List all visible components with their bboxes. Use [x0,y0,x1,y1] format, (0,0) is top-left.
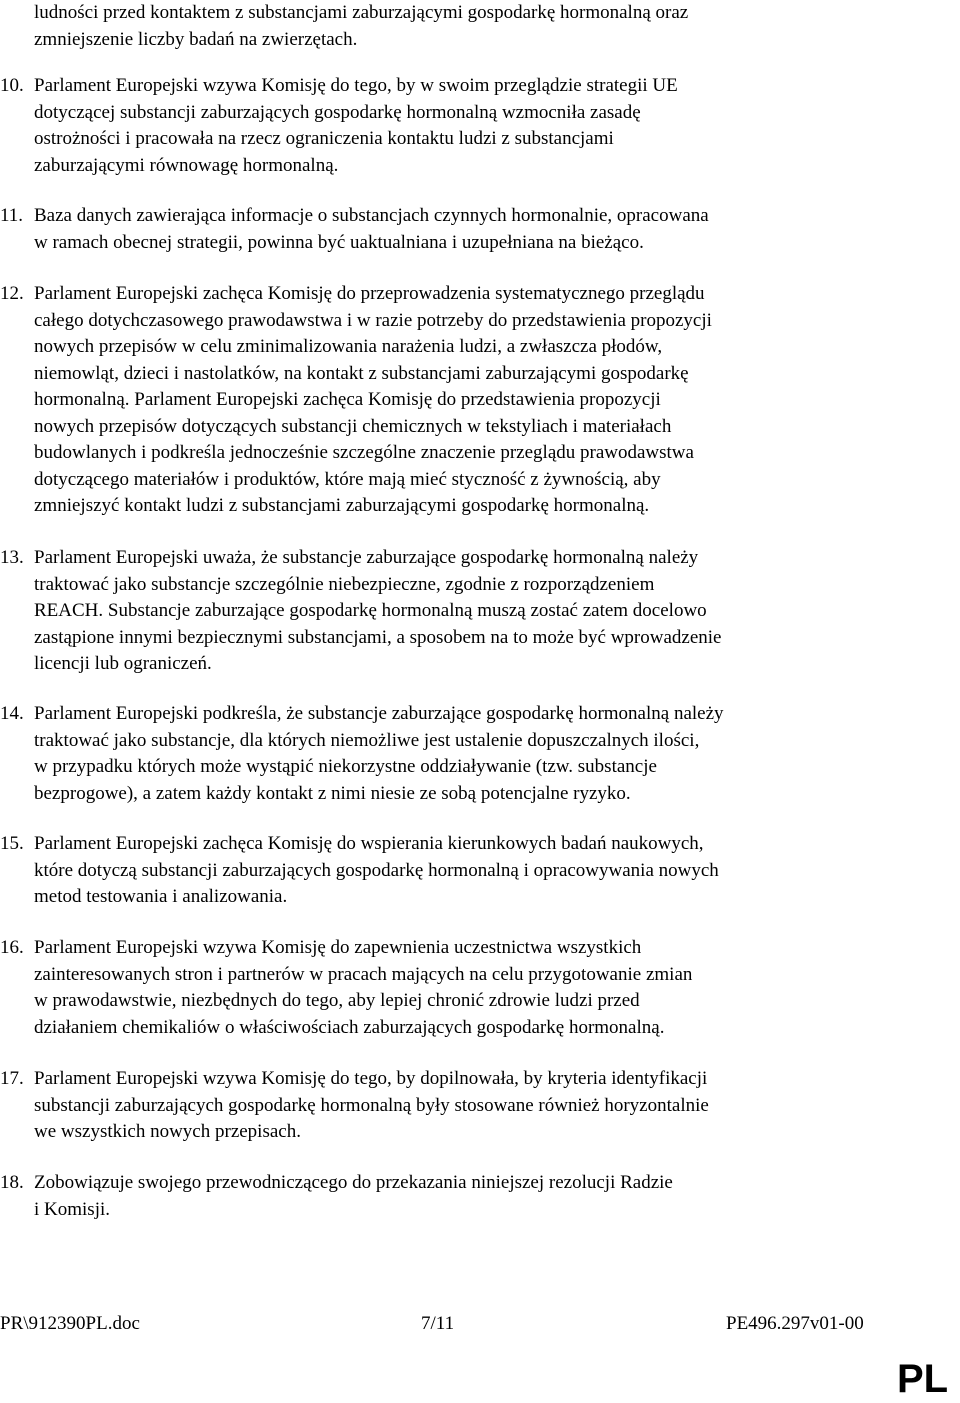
paragraph-number: 12. [0,283,24,304]
paragraph-16 [0,935,900,1041]
footer-pe-reference: PE496.297v01-00 [726,1313,864,1334]
paragraph-10 [0,73,900,179]
paragraph-14 [0,701,900,807]
paragraph-11 [0,203,900,256]
paragraph-text: Parlament Europejski uważa, że substancje zaburzające gospodarkę hormonalną należy traktować jako substancje szczególnie niebezpieczne, zgodnie z rozporządzeniem REACH. Substancje zaburzające gospodarkę hormonalną muszą zostać zatem docelowo zastąpione innymi bezpiecznymi substancjami, a sposobem na to może być wprowadzenie licencji lub ograniczeń. [34,547,722,674]
paragraph-number: 14. [0,703,24,724]
paragraph-text: Zobowiązuje swojego przewodniczącego do przekazania niniejszej rezolucji Radzie i Komisji. [34,1172,673,1220]
paragraph-17 [0,1066,900,1146]
paragraph-number: 17. [0,1068,24,1089]
paragraph-number: 15. [0,833,24,854]
paragraph-number: 18. [0,1172,24,1193]
footer-doc-reference: PR\912390PL.doc [0,1313,140,1334]
paragraph-number: 13. [0,547,24,568]
paragraph-number: 10. [0,75,24,96]
paragraph-text: ludności przed kontaktem z substancjami zaburzającymi gospodarkę hormonalną oraz zmniejszenie liczby badań na zwierzętach. [34,2,689,50]
paragraph-text: Parlament Europejski zachęca Komisję do wspierania kierunkowych badań naukowych, które dotyczą substancji zaburzających gospodarkę hormonalną i opracowywania nowych metod testowania i analizowania. [34,833,719,907]
paragraph-text: Parlament Europejski zachęca Komisję do przeprowadzenia systematycznego przeglądu całego dotychczasowego prawodawstwa i w razie potrzeby do przedstawienia propozycji nowych przepisów w celu zminimalizowania narażenia ludzi, a zwłaszcza płodów, niemowląt, dzieci i nastolatków, na kontakt z substancjami zaburzającymi gospodarkę hormonalną. Parlament Europejski zachęca Komisję do przedstawienia propozycji nowych przepisów dotyczących substancji chemicznych w tekstyliach i materiałach budowlanych i podkreśla jednocześnie szczególne znaczenie przeglądu prawodawstwa dotyczącego materiałów i produktów, które mają mieć styczność z żywnością, aby zmniejszyć kontakt ludzi z substancjami zaburzającymi gospodarkę hormonalną. [34,283,712,516]
page-footer [0,1311,900,1337]
paragraph-18 [0,1170,900,1223]
footer-page-number: 7/11 [421,1313,455,1334]
paragraph-number: 16. [0,937,24,958]
paragraph-15 [0,831,900,911]
paragraph-text: Parlament Europejski podkreśla, że substancje zaburzające gospodarkę hormonalną należy traktować jako substancje, dla których niemożliwe jest ustalenie dopuszczalnych ilości, w przypadku których może wystąpić niekorzystne oddziaływanie (tzw. substancje bezprogowe), a zatem każdy kontakt z nimi niesie ze sobą potencjalne ryzyko. [34,703,724,804]
paragraph-text: Parlament Europejski wzywa Komisję do zapewnienia uczestnictwa wszystkich zainteresowanych stron i partnerów w pracach mających na celu przygotowanie zmian w prawodawstwie, niezbędnych do tego, aby lepiej chronić zdrowie ludzi przed działaniem chemikaliów o właściwościach zaburzających gospodarkę hormonalną. [34,937,693,1038]
paragraph-12 [0,281,900,520]
language-code: PL [897,1357,949,1401]
paragraph-text: Parlament Europejski wzywa Komisję do tego, by w swoim przeglądzie strategii UE dotyczącej substancji zaburzających gospodarkę hormonalną wzmocniła zasadę ostrożności i pracowała na rzecz ograniczenia kontaktu ludzi z substancjami zaburzającymi równowagę hormonalną. [34,75,678,176]
paragraph-text: Parlament Europejski wzywa Komisję do tego, by dopilnowała, by kryteria identyfikacji substancji zaburzających gospodarkę hormonalną były stosowane również horyzontalnie we wszystkich nowych przepisach. [34,1068,709,1142]
paragraph-continuation [0,0,900,53]
paragraph-text: Baza danych zawierająca informacje o substancjach czynnych hormonalnie, opracowana w ramach obecnej strategii, powinna być uaktualniana i uzupełniana na bieżąco. [34,205,709,253]
paragraph-13 [0,545,900,678]
paragraph-number: 11. [0,205,24,226]
